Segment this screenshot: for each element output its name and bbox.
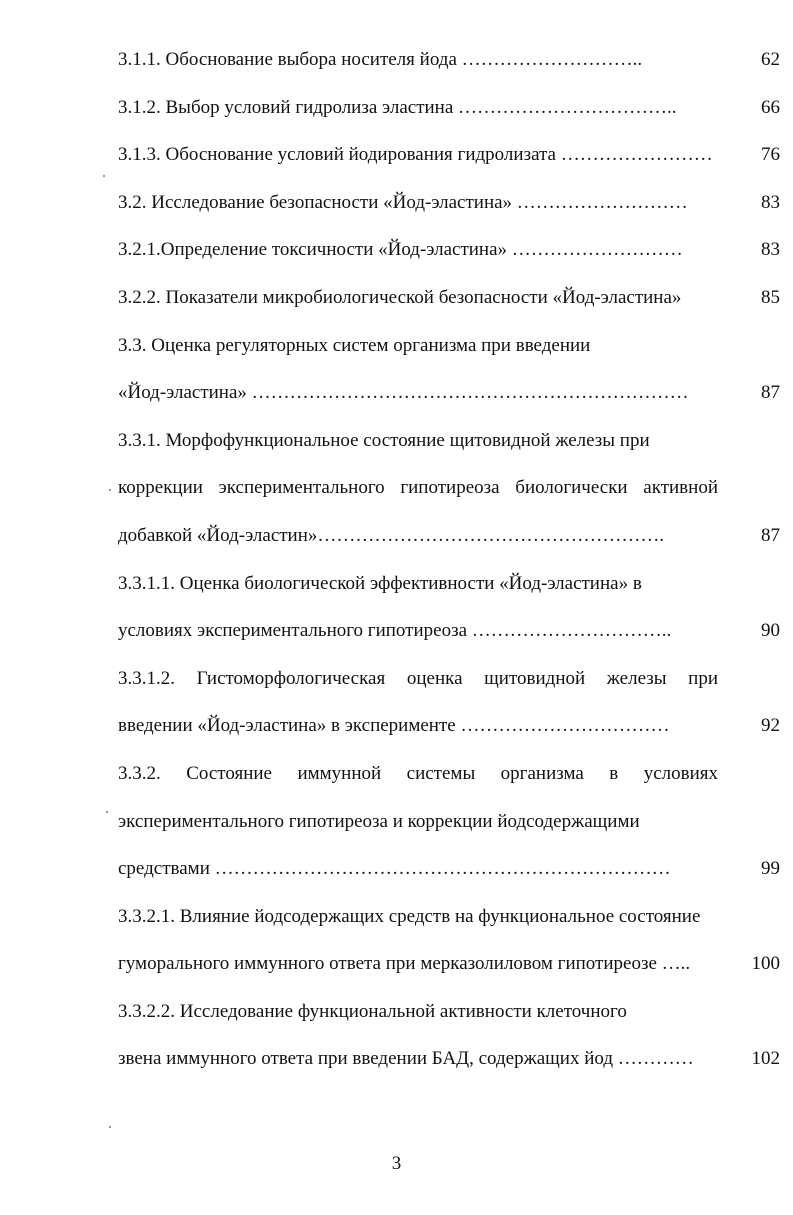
toc-entry	[118, 750, 780, 798]
scan-speck	[106, 811, 108, 813]
toc-entry-title: средствами ………………………………………………………………	[118, 858, 671, 880]
toc-entry-title: 3.3.2. Состояние иммунной системы организма в условиях	[118, 762, 718, 784]
toc-entry-page: 102	[751, 1048, 780, 1070]
toc-entry-title: экспериментального гипотиреоза и коррекции йодсодержащими	[118, 810, 640, 832]
toc-entry	[118, 417, 780, 465]
toc-entry-page: 87	[761, 524, 780, 546]
toc-entry	[118, 988, 780, 1036]
toc-entry-page: 76	[761, 144, 780, 166]
scan-speck	[103, 175, 105, 177]
toc-entry-page: 85	[761, 286, 780, 308]
toc-entry-page: 87	[761, 382, 780, 404]
toc-entry-title: добавкой «Йод-эластин»……………………………………………….	[118, 524, 665, 546]
toc-entry	[118, 179, 780, 227]
toc-entry	[118, 893, 780, 941]
toc-entry-title: «Йод-эластина» ……………………………………………………………	[118, 382, 689, 404]
toc-entry	[118, 845, 780, 893]
toc-entry	[118, 702, 780, 750]
scan-speck	[109, 1126, 111, 1128]
toc-entry-title: 3.2.2. Показатели микробиологической безопасности «Йод-эластина»	[118, 286, 682, 308]
toc-entry	[118, 36, 780, 84]
toc-entry	[118, 226, 780, 274]
toc-entry-title: введении «Йод-эластина» в эксперименте ……………………………	[118, 715, 670, 737]
toc-entry	[118, 131, 780, 179]
toc-entry	[118, 512, 780, 560]
toc-entry	[118, 84, 780, 132]
scan-speck	[109, 489, 111, 491]
toc-entry-title: условиях экспериментального гипотиреоза …………………………..	[118, 620, 672, 642]
toc-entry-title: 3.3. Оценка регуляторных систем организма при введении	[118, 334, 591, 356]
toc-entry-title: звена иммунного ответа при введении БАД, содержащих йод …………	[118, 1048, 694, 1070]
toc-entry-title: 3.1.1. Обоснование выбора носителя йода ………………………..	[118, 49, 643, 70]
toc-entry-title: 3.3.1.2. Гистоморфологическая оценка щитовидной железы при	[118, 667, 718, 689]
toc-entry	[118, 274, 780, 322]
toc-entry	[118, 464, 780, 512]
toc-entry	[118, 940, 780, 988]
table-of-contents	[118, 36, 780, 1083]
toc-entry-title: 3.1.3. Обоснование условий йодирования гидролизата ……………………	[118, 144, 713, 166]
toc-entry-title: 3.2.1.Определение токсичности «Йод-эластина» ………………………	[118, 239, 683, 261]
toc-entry-title: 3.3.2.1. Влияние йодсодержащих средств на функциональное состояние	[118, 905, 701, 927]
toc-entry-page: 92	[761, 715, 780, 737]
toc-entry-title: 3.2. Исследование безопасности «Йод-эластина» ………………………	[118, 191, 688, 213]
toc-entry	[118, 798, 780, 846]
toc-entry-page: 99	[761, 858, 780, 880]
toc-entry-page: 83	[761, 239, 780, 261]
page-number: 3	[391, 1153, 402, 1174]
toc-entry	[118, 655, 780, 703]
toc-entry-title: 3.3.2.2. Исследование функциональной активности клеточного	[118, 1000, 627, 1022]
toc-entry-title: 3.1.2. Выбор условий гидролиза эластина ……………………………..	[118, 96, 677, 118]
toc-entry	[118, 560, 780, 608]
toc-entry	[118, 1035, 780, 1083]
toc-entry-title: 3.3.1. Морфофункциональное состояние щитовидной железы при	[118, 429, 650, 451]
toc-entry-page: 66	[761, 96, 780, 118]
toc-entry	[118, 322, 780, 370]
toc-entry-title: коррекции экспериментального гипотиреоза биологически активной	[118, 477, 718, 499]
toc-entry-page: 62	[761, 49, 780, 70]
toc-entry-page: 83	[761, 191, 780, 213]
toc-entry-page: 90	[761, 620, 780, 642]
toc-entry	[118, 369, 780, 417]
toc-entry-title: 3.3.1.1. Оценка биологической эффективности «Йод-эластина» в	[118, 572, 642, 594]
toc-entry-page: 100	[751, 953, 780, 975]
toc-entry	[118, 607, 780, 655]
toc-entry-title: гуморального иммунного ответа при мерказолиловом гипотиреозе …..	[118, 953, 691, 975]
